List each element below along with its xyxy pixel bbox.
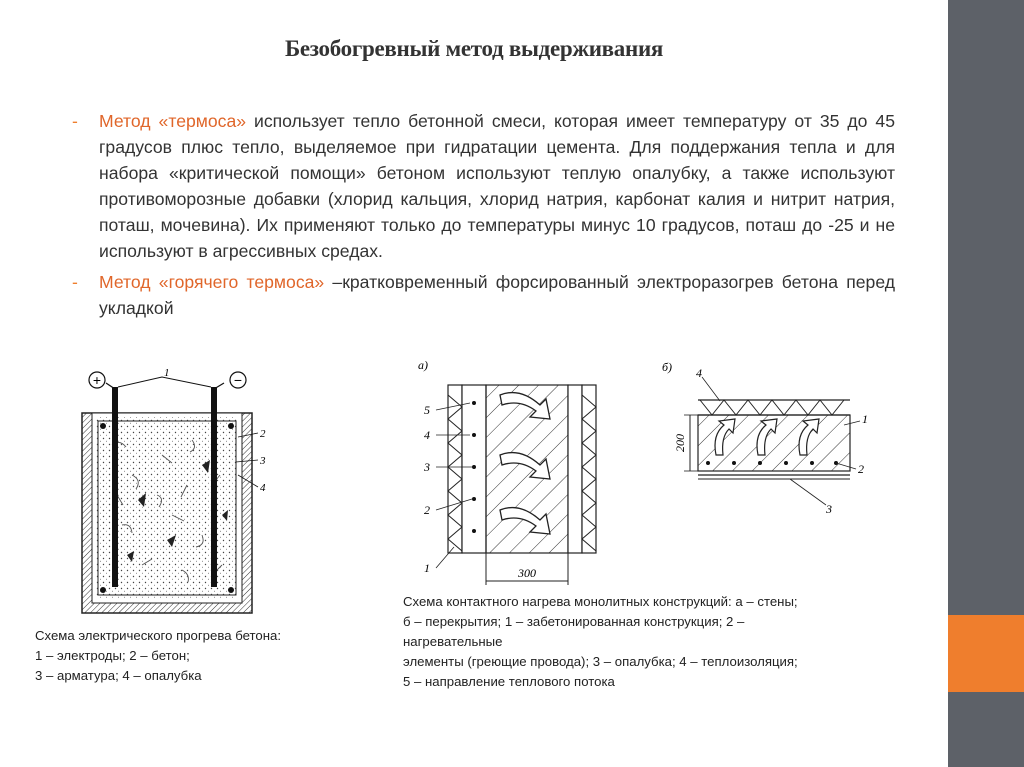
caption-line: Схема электрического прогрева бетона: [35,628,282,643]
caption-line: 5 – направление теплового потока [403,674,615,689]
label-2: 2 [260,428,266,440]
label-b: б) [662,360,673,374]
caption-line: 1 – электроды; 2 – бетон; [35,648,190,663]
label-a: а) [418,358,428,372]
label-1: 1 [424,561,430,575]
caption-contact-heating [403,592,903,692]
slab-heating-diagram [650,355,880,515]
paragraph-text: использует тепло бетонной смеси, которая имеет температуру от 35 до 45 градусов плюс тепло, выделяемое при гидратации цемента. Для поддержания тепла и для набора «критической помощи» бетоном используют теплую опалубку, а также используют противоморозные добавки (хлорид кальция, хлорид натрия, карбонат калия и нитрит натрия, поташ, мочевина). Их применяют только до температуры минус 10 градусов, поташ до -25 и не используют в агрессивных средах. [99,111,896,261]
paragraph-text: –кратковременный форсированный электроразогрев бетона перед укладкой [99,272,895,318]
paragraph-hot-thermos [72,269,895,321]
label-3: 3 [424,460,430,474]
label-3: 3 [260,455,266,467]
paragraph-thermos [72,108,895,264]
caption-line: б – перекрытия; 1 – забетонированная конструкция; 2 – [403,614,745,629]
body-text [72,108,895,326]
caption-line: элементы (греющие провода); 3 – опалубка; 4 – теплоизоляция; [403,654,798,669]
bullet-dash: - [72,272,78,292]
label-2: 2 [858,462,864,476]
caption-electric-heating [35,626,375,686]
minus-sign: − [233,372,243,388]
sidebar-accent [948,615,1024,692]
label-2: 2 [424,503,430,517]
label-3: 3 [826,502,832,515]
electric-heating-diagram [72,365,272,620]
dim-300: 300 [518,566,536,580]
bullet-dash: - [72,111,78,131]
term-hot-thermos: Метод «горячего термоса» [99,272,325,292]
slide-title: Безобогревный метод выдерживания [284,36,664,61]
label-4: 4 [424,428,430,442]
caption-line: Схема контактного нагрева монолитных конструкций: а – стены; [403,594,798,609]
term-thermos: Метод «термоса» [99,111,247,131]
label-4: 4 [696,366,702,380]
caption-line: нагревательные [403,634,503,649]
label-1: 1 [164,367,170,379]
dim-200: 200 [673,434,687,452]
caption-line: 3 – арматура; 4 – опалубка [35,668,202,683]
wall-heating-diagram [410,355,610,585]
plus-sign: + [92,372,102,388]
label-5: 5 [424,403,430,417]
label-1: 1 [862,412,868,426]
label-4: 4 [260,482,266,494]
